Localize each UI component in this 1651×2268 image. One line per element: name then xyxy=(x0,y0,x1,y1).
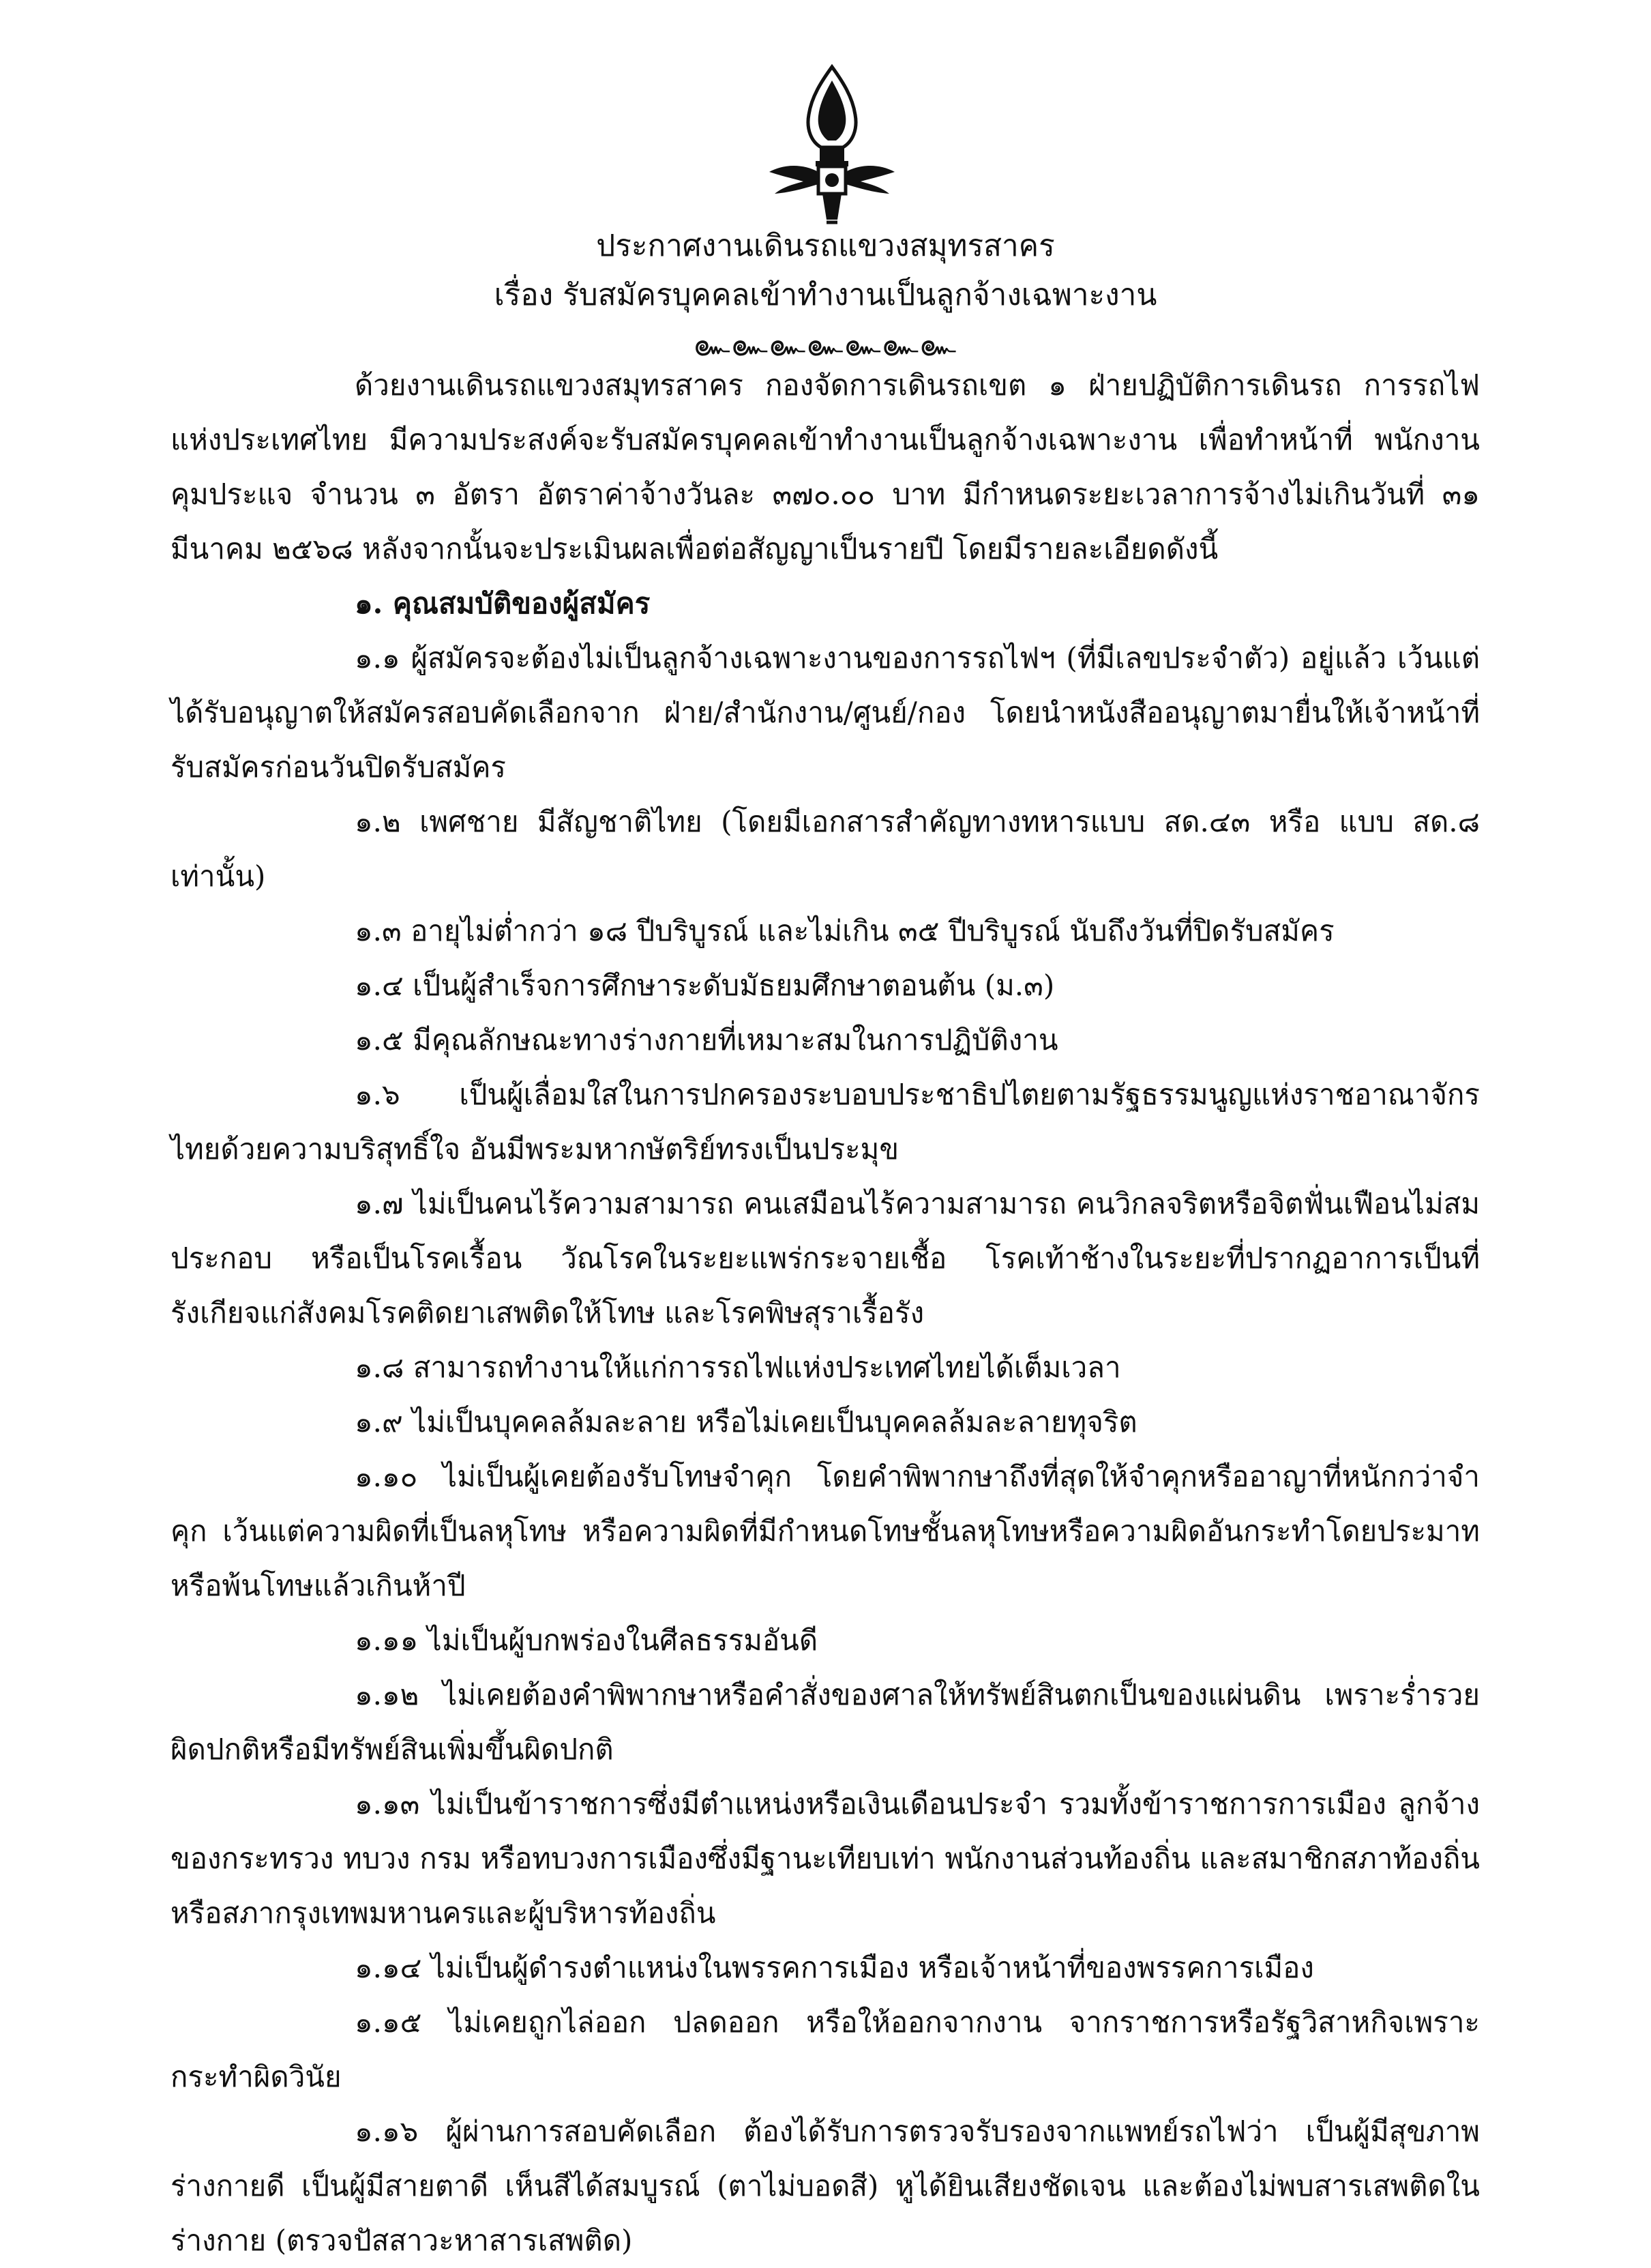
srt-emblem-logo xyxy=(764,61,900,232)
qualification-item: ๑.๖ เป็นผู้เลื่อมใสในการปกครองระบอบประชาธิปไตยตามรัฐธรรมนูญแห่งราชอาณาจักรไทยด้วยความบริสุทธิ์ใจ อันมีพระมหากษัตริย์ทรงเป็นประมุข xyxy=(170,1078,1480,1166)
srt-emblem-icon xyxy=(764,61,900,232)
qualification-item: ๑.๔ เป็นผู้สำเร็จการศึกษาระดับมัธยมศึกษาตอนต้น (ม.๓) xyxy=(355,969,1055,1002)
announcement-title: ประกาศงานเดินรถแขวงสมุทรสาคร xyxy=(596,229,1055,263)
qualification-item: ๑.๑๓ ไม่เป็นข้าราชการซึ่งมีตำแหน่งหรือเงินเดือนประจำ รวมทั้งข้าราชการการเมือง ลูกจ้างของกระทรวง ทบวง กรม หรือทบวงการเมืองซึ่งมีฐานะเทียบเท่า พนักงานส่วนท้องถิ่น และสมาชิกสภาท้องถิ่นหรือสภากรุงเทพมหานครและผู้บริหารท้องถิ่น xyxy=(170,1787,1480,1930)
qualification-item: ๑.๒ เพศชาย มีสัญชาติไทย (โดยมีเอกสารสำคัญทางทหารแบบ สด.๔๓ หรือ แบบ สด.๘ เท่านั้น) xyxy=(170,805,1480,893)
qualification-item: ๑.๑ ผู้สมัครจะต้องไม่เป็นลูกจ้างเฉพาะงานของการรถไฟฯ (ที่มีเลขประจำตัว) อยู่แล้ว เว้นแต่ได้รับอนุญาตให้สมัครสอบคัดเลือกจาก ฝ่าย/สำนักงาน/ศูนย์/กอง โดยนำหนังสืออนุญาตมายื่นให้เจ้าหน้าที่รับสมัครก่อนวันปิดรับสมัคร xyxy=(170,641,1480,784)
qualification-item: ๑.๗ ไม่เป็นคนไร้ความสามารถ คนเสมือนไร้ความสามารถ คนวิกลจริตหรือจิตฟั่นเฟือนไม่สมประกอบ หรือเป็นโรคเรื้อน วัณโรคในระยะแพร่กระจายเชื้อ โรคเท้าช้างในระยะที่ปรากฏอาการเป็นที่รังเกียจแก่สังคมโรคติดยาเสพติดให้โทษ และโรคพิษสุราเรื้อรัง xyxy=(170,1187,1480,1329)
qualification-item: ๑.๙ ไม่เป็นบุคคลล้มละลาย หรือไม่เคยเป็นบุคคลล้มละลายทุจริต xyxy=(355,1405,1137,1439)
qualification-item: ๑.๑๐ ไม่เป็นผู้เคยต้องรับโทษจำคุก โดยคำพิพากษาถึงที่สุดให้จำคุกหรืออาญาที่หนักกว่าจำคุก เว้นแต่ความผิดที่เป็นลหุโทษ หรือความผิดที่มีกำหนดโทษชั้นลหุโทษหรือความผิดอันกระทำโดยประมาท หรือพ้นโทษแล้วเกินห้าปี xyxy=(170,1460,1480,1602)
qualification-item: ๑.๑๒ ไม่เคยต้องคำพิพากษาหรือคำสั่งของศาลให้ทรัพย์สินตกเป็นของแผ่นดิน เพราะร่ำรวยผิดปกติหรือมีทรัพย์สินเพิ่มขึ้นผิดปกติ xyxy=(170,1678,1480,1766)
qualification-item: ๑.๕ มีคุณลักษณะทางร่างกายที่เหมาะสมในการปฏิบัติงาน xyxy=(355,1023,1058,1057)
announcement-body xyxy=(170,358,1480,2268)
qualification-item: ๑.๓ อายุไม่ต่ำกว่า ๑๘ ปีบริบูรณ์ และไม่เกิน ๓๕ ปีบริบูรณ์ นับถึงวันที่ปิดรับสมัคร xyxy=(355,914,1335,947)
qualification-item: ๑.๑๑ ไม่เป็นผู้บกพร่องในศีลธรรมอันดี xyxy=(355,1623,818,1657)
qualification-item: ๑.๑๔ ไม่เป็นผู้ดำรงตำแหน่งในพรรคการเมือง หรือเจ้าหน้าที่ของพรรคการเมือง xyxy=(355,1951,1314,1984)
intro-paragraph: ด้วยงานเดินรถแขวงสมุทรสาคร กองจัดการเดินรถเขต ๑ ฝ่ายปฏิบัติการเดินรถ การรถไฟแห่งประเทศไทย มีความประสงค์จะรับสมัครบุคคลเข้าทำงานเป็นลูกจ้างเฉพาะงาน เพื่อทำหน้าที่ พนักงานคุมประแจ จำนวน ๓ อัตรา อัตราค่าจ้างวันละ ๓๗๐.๐๐ บาท มีกำหนดระยะเวลาการจ้างไม่เกินวันที่ ๓๑ มีนาคม ๒๕๖๘ หลังจากนั้นจะประเมินผลเพื่อต่อสัญญาเป็นรายปี โดยมีรายละเอียดดังนี้ xyxy=(170,368,1480,565)
announcement-subject: เรื่อง รับสมัครบุคคลเข้าทำงานเป็นลูกจ้างเฉพาะงาน xyxy=(494,278,1157,312)
qualification-item: ๑.๑๕ ไม่เคยถูกไล่ออก ปลดออก หรือให้ออกจากงาน จากราชการหรือรัฐวิสาหกิจเพราะกระทำผิดวินัย xyxy=(170,2005,1480,2093)
qualification-item: ๑.๑๖ ผู้ผ่านการสอบคัดเลือก ต้องได้รับการตรวจรับรองจากแพทย์รถไฟว่า เป็นผู้มีสุขภาพร่างกายดี เป็นผู้มีสายตาดี เห็นสีได้สมบูรณ์ (ตาไม่บอดสี) หูได้ยินเสียงชัดเจน และต้องไม่พบสารเสพติดในร่างกาย (ตรวจปัสสาวะหาสารเสพติด) xyxy=(170,2115,1480,2257)
section-1-heading: ๑. คุณสมบัติของผู้สมัคร xyxy=(355,587,651,620)
qualification-item: ๑.๘ สามารถทำงานให้แก่การรถไฟแห่งประเทศไทยได้เต็มเวลา xyxy=(355,1351,1121,1384)
title-ornament: ๛๛๛๛๛๛๛ xyxy=(694,326,957,363)
announcement-title-block xyxy=(0,222,1651,369)
